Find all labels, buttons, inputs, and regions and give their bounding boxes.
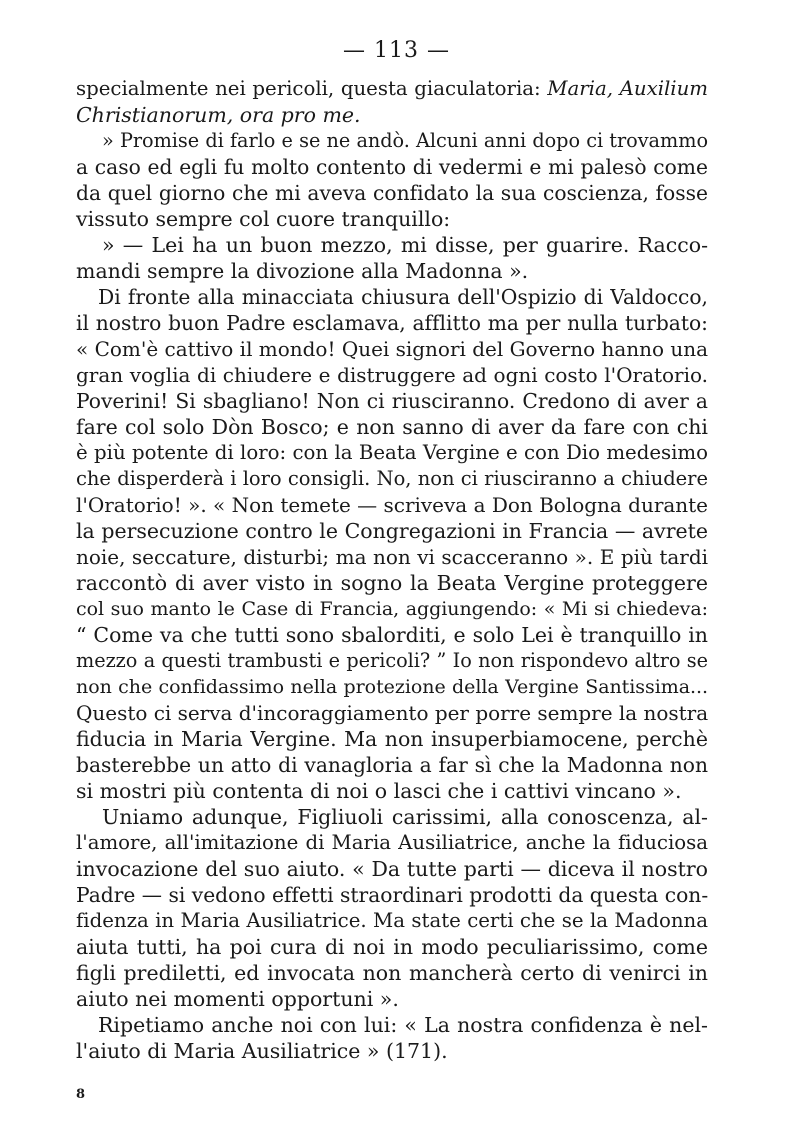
text-line: gran voglia di chiudere e distruggere ad ogni costo l'Oratorio. bbox=[76, 363, 708, 387]
text-line: Questo ci serva d'incoraggiamento per porre sempre la nostra bbox=[76, 701, 709, 725]
text-line: che disperderà i loro consigli. No, non ci riusciranno a chiudere bbox=[76, 467, 708, 490]
text-line: l'amore, all'imitazione di Maria Ausiliatrice, anche la fiduciosa bbox=[76, 831, 708, 854]
text-line: basterebbe un atto di vanagloria a far sì che la Madonna non bbox=[76, 753, 708, 777]
text-line: vissuto sempre col cuore tranquillo: bbox=[76, 207, 451, 231]
page-number: — 113 — bbox=[343, 38, 450, 63]
text-line: l'aiuto di Maria Ausiliatrice » (171). bbox=[76, 1039, 448, 1063]
body-text bbox=[76, 76, 708, 1064]
text-line: non che confidassimo nella protezione della Vergine Santissima... bbox=[76, 676, 708, 698]
text-line: fiducia in Maria Vergine. Ma non insuperbiamocene, perchè bbox=[76, 727, 708, 751]
text-line: a caso ed egli fu molto contento di vedermi e mi palesò come bbox=[76, 155, 708, 179]
text-line: Di fronte alla minacciata chiusura dell'Ospizio di Valdocco, bbox=[98, 285, 708, 309]
text-line: aiuta tutti, ha poi cura di noi in modo peculiarissimo, come bbox=[76, 935, 708, 959]
printer-signature-mark: 8 bbox=[76, 1087, 86, 1102]
text-line: è più potente di loro: con la Beata Vergine e con Dio medesimo bbox=[76, 441, 708, 464]
text-line: noie, seccature, disturbi; ma non vi scacceranno ». E più tardi bbox=[76, 545, 708, 569]
text-line: Ripetiamo anche noi con lui: « La nostra confidenza è nel- bbox=[98, 1013, 708, 1037]
text-line: « Com'è cattivo il mondo! Quei signori del Governo hanno una bbox=[76, 337, 708, 361]
text-line: specialmente nei pericoli, questa giaculatoria: Maria, Auxilium bbox=[76, 77, 708, 100]
text-line: da quel giorno che mi aveva confidato la sua coscienza, fosse bbox=[76, 181, 708, 205]
text-line: mandi sempre la divozione alla Madonna ». bbox=[76, 259, 529, 283]
text-line: » Promise di farlo e se ne andò. Alcuni anni dopo ci trovammo bbox=[102, 129, 708, 152]
text-line: Christianorum, ora pro me. bbox=[76, 103, 361, 127]
text-line: Poverini! Si sbagliano! Non ci riusciranno. Credono di aver a bbox=[76, 389, 708, 413]
text-line: la persecuzione contro le Congregazioni in Francia — avrete bbox=[76, 519, 708, 543]
text-line: Padre — si vedono effetti straordinari prodotti da questa con- bbox=[76, 883, 709, 907]
text-line: “ Come va che tutti sono sbalorditi, e solo Lei è tranquillo in bbox=[76, 623, 708, 647]
text-line: aiuto nei momenti opportuni ». bbox=[76, 987, 399, 1011]
text-line: invocazione del suo aiuto. « Da tutte parti — diceva il nostro bbox=[76, 857, 708, 881]
text-line: il nostro buon Padre esclamava, afflitto ma per nulla turbato: bbox=[76, 311, 708, 335]
text-line: raccontò di aver visto in sogno la Beata Vergine proteggere bbox=[76, 571, 708, 595]
text-line: Uniamo adunque, Figliuoli carissimi, alla conoscenza, al- bbox=[102, 805, 708, 829]
text-line: fare col solo Dòn Bosco; e non sanno di aver da fare con chi bbox=[76, 415, 708, 439]
text-line: col suo manto le Case di Francia, aggiungendo: « Mi si chiedeva: bbox=[76, 598, 708, 620]
text-line: si mostri più contenta di noi o lasci che i cattivi vincano ». bbox=[76, 779, 682, 803]
text-line: fidenza in Maria Ausiliatrice. Ma state certi che se la Madonna bbox=[76, 909, 708, 932]
text-line: mezzo a questi trambusti e pericoli? ” Io non rispondevo altro se bbox=[76, 649, 708, 672]
text-line: » — Lei ha un buon mezzo, mi disse, per guarire. Racco- bbox=[102, 233, 708, 257]
text-line: l'Oratorio! ». « Non temete — scriveva a Don Bologna durante bbox=[76, 493, 708, 517]
text-line: figli prediletti, ed invocata non mancherà certo di venirci in bbox=[76, 961, 708, 985]
